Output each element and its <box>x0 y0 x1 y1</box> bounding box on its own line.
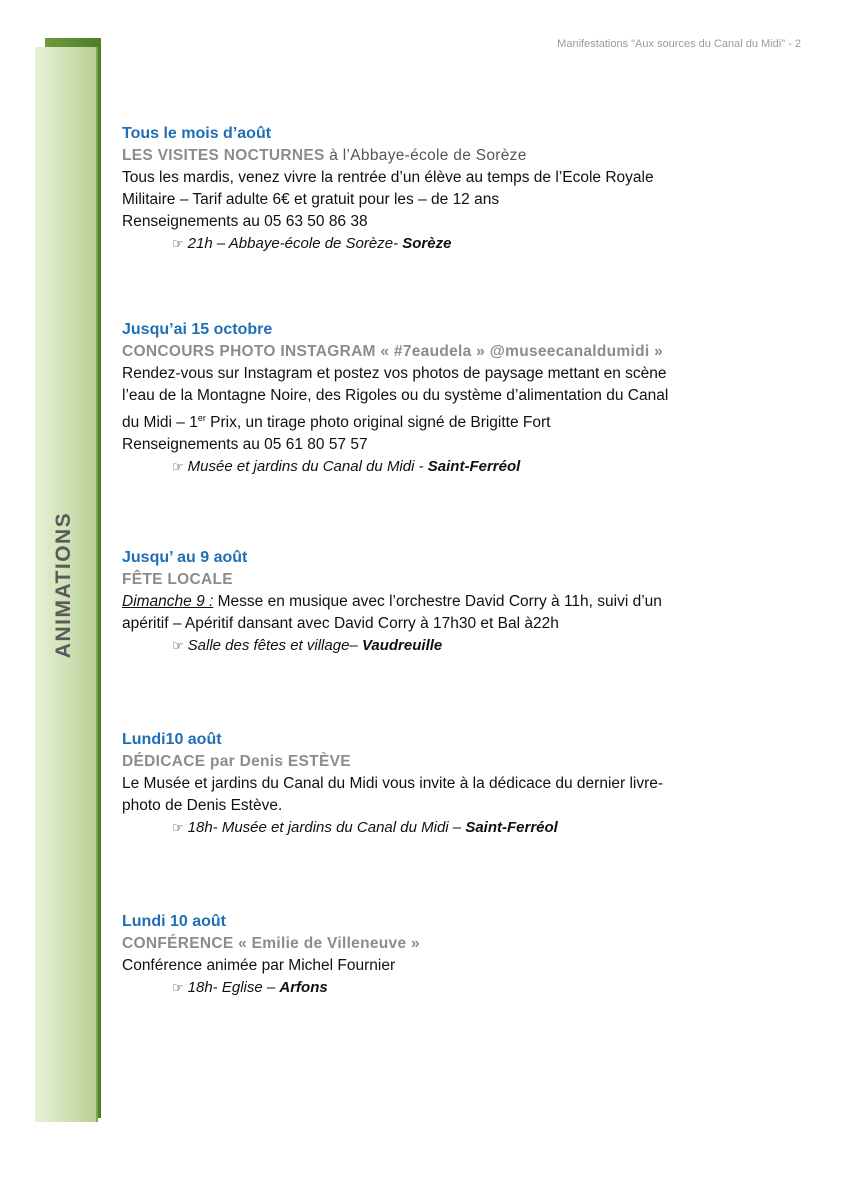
event-location <box>172 977 802 999</box>
event-location-text: 18h- Musée et jardins du Canal du Midi – <box>187 819 466 836</box>
event-description-line: Renseignements au 05 61 80 57 57 <box>122 436 368 454</box>
event-title: FÊTE LOCALE <box>122 571 233 588</box>
event-title-main: LES VISITES NOCTURNES <box>122 147 325 164</box>
sidebar-label: ANIMATIONS <box>52 511 75 659</box>
event-description-line <box>122 591 802 613</box>
event-location-text: 18h- Eglise – <box>187 979 280 996</box>
event-date: Lundi10 août <box>122 731 222 748</box>
pointing-hand-icon: ☞ <box>172 820 184 835</box>
event-description-line: apéritif – Apéritif dansant avec David Corry à 17h30 et Bal à22h <box>122 615 559 632</box>
event-description-line: Rendez-vous sur Instagram et postez vos photos de paysage mettant en scène <box>122 365 667 382</box>
event-location <box>172 456 802 478</box>
event-location <box>172 635 802 657</box>
ordinal-superscript: er <box>197 413 206 423</box>
event-location-text: Musée et jardins du Canal du Midi - <box>187 458 428 476</box>
event-location <box>172 233 802 255</box>
event-location <box>172 817 802 839</box>
event-description-line <box>122 407 802 434</box>
pointing-hand-icon: ☞ <box>172 236 184 251</box>
event-location-place: Sorèze <box>402 235 452 252</box>
event-description-line: Conférence animée par Michel Fournier <box>122 957 396 974</box>
event-location-place: Saint-Ferréol <box>427 458 521 476</box>
event-location-text: 21h – Abbaye-école de Sorèze- <box>187 235 403 252</box>
event-description-line: Renseignements au 05 63 50 86 38 <box>122 213 368 230</box>
event-location-text: Salle des fêtes et village– <box>187 637 362 654</box>
event-description-line: Tous les mardis, venez vivre la rentrée d’un élève au temps de l’Ecole Royale <box>122 169 654 186</box>
event-title: CONCOURS PHOTO INSTAGRAM « #7eaudela » @museecanaldumidi » <box>122 343 663 360</box>
event-description-line: Le Musée et jardins du Canal du Midi vous invite à la dédicace du dernier livre- <box>122 775 664 792</box>
event-location-place: Saint-Ferréol <box>465 819 558 836</box>
event-title <box>122 145 802 167</box>
event-location-place: Vaudreuille <box>361 637 443 654</box>
page-header: Manifestations "Aux sources du Canal du Midi" - 2 <box>557 38 801 50</box>
event-date: Jusqu’ai 15 octobre <box>122 321 273 338</box>
event-description-text: Prix, un tirage photo original signé de Brigitte Fort <box>205 414 551 432</box>
event-dedicace <box>122 729 802 839</box>
event-description-lead: Dimanche 9 : <box>122 593 214 610</box>
event-title: DÉDICACE par Denis ESTÈVE <box>122 753 351 770</box>
pointing-hand-icon: ☞ <box>172 459 184 475</box>
event-date: Tous le mois d’août <box>122 125 272 142</box>
event-conference <box>122 911 802 999</box>
event-visites-nocturnes <box>122 123 802 255</box>
event-description-text: du Midi – 1 <box>122 414 198 432</box>
event-date: Lundi 10 août <box>122 913 226 930</box>
pointing-hand-icon: ☞ <box>172 980 184 995</box>
event-location-place: Arfons <box>279 979 328 996</box>
event-title: CONFÉRENCE « Emilie de Villeneuve » <box>122 935 420 952</box>
event-concours-photo <box>122 319 802 478</box>
pointing-hand-icon: ☞ <box>172 638 184 653</box>
event-date: Jusqu’ au 9 août <box>122 549 248 566</box>
event-description-line: photo de Denis Estève. <box>122 797 283 814</box>
event-description-text: Messe en musique avec l’orchestre David Corry à 11h, suivi d’un <box>213 593 662 610</box>
event-description-line: l’eau de la Montagne Noire, des Rigoles ou du système d’alimentation du Canal <box>122 387 669 404</box>
event-title-sub: à l’Abbaye-école de Sorèze <box>324 147 527 164</box>
event-fete-locale <box>122 547 802 657</box>
event-description-line: Militaire – Tarif adulte 6€ et gratuit pour les – de 12 ans <box>122 191 500 208</box>
